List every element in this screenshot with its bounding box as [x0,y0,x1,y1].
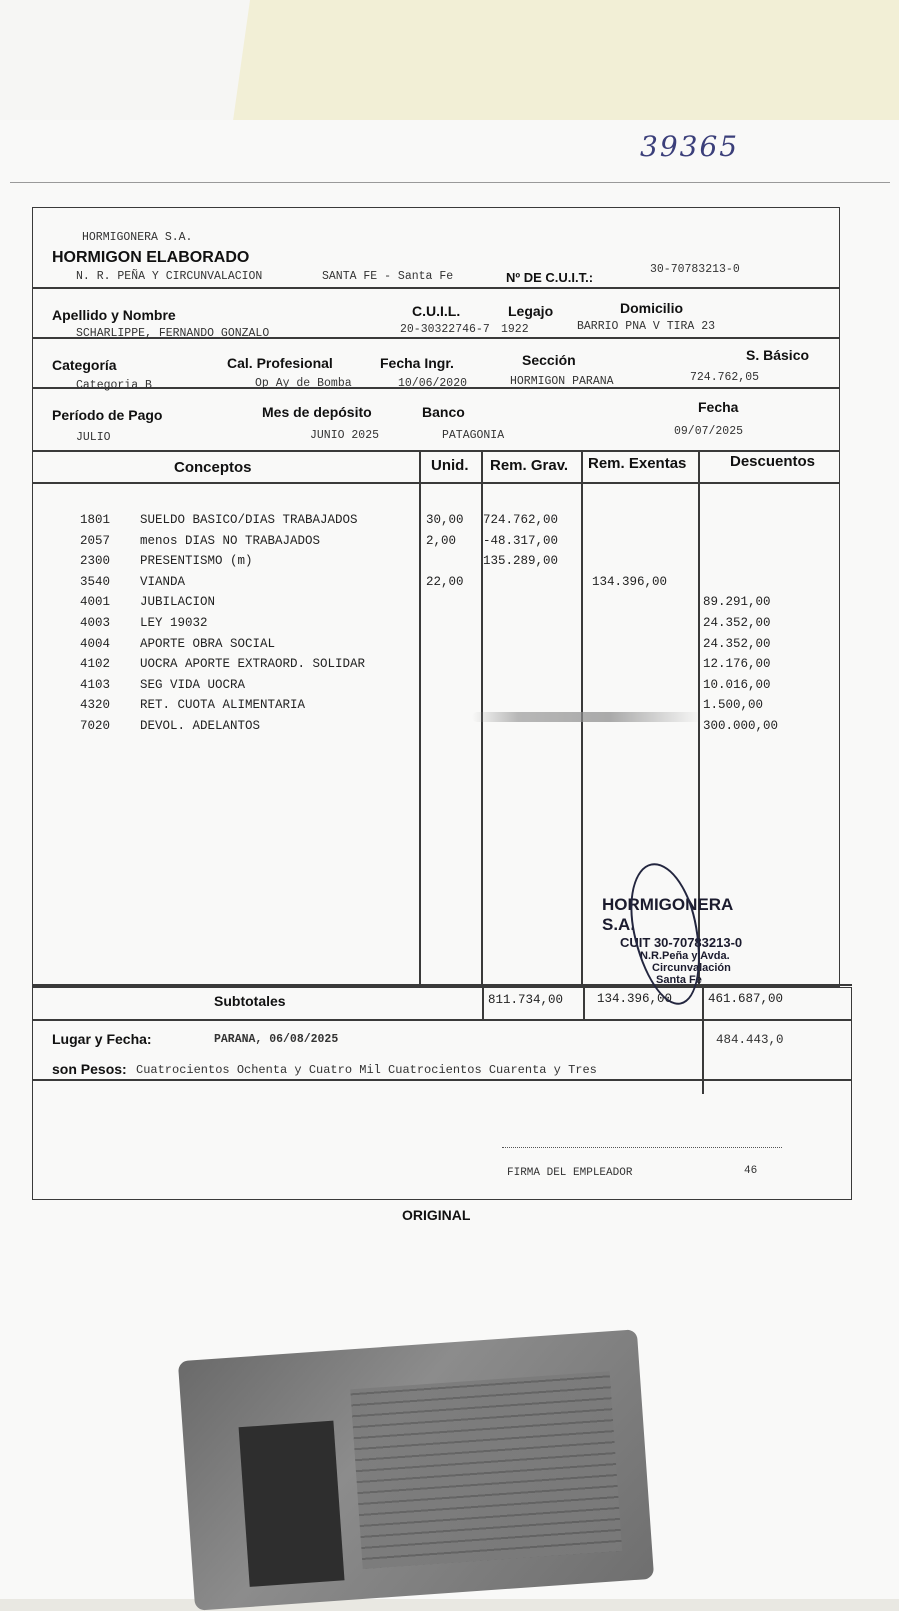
seccion-value: HORMIGON PARANA [510,375,614,388]
periodo-label: Período de Pago [52,407,163,423]
fecha-ingr-value: 10/06/2020 [398,377,468,390]
company-small: HORMIGONERA S.A. [82,231,193,244]
categoria-label: Categoría [52,357,117,373]
categoria-value: Categoria B [76,379,152,392]
original-label: ORIGINAL [402,1207,471,1223]
stamp-address-2: Circunvalación [652,962,731,974]
legajo-label: Legajo [508,303,554,319]
id-card-text-area [350,1371,622,1569]
row-code: 4004 [80,636,111,651]
company-location: SANTA FE - Santa Fe [322,270,454,283]
row-desc: 1.500,00 [703,698,764,713]
fecha-label: Fecha [698,399,739,415]
subtotal-exentas: 134.396,00 [597,992,673,1006]
row-code: 4103 [80,677,111,692]
id-card-photocopy [178,1329,654,1610]
sbasico-value: 724.762,05 [690,371,760,384]
domicilio-value: BARRIO PNA V TIRA 23 [577,320,716,333]
row-exentas: 134.396,00 [592,574,668,589]
header-rem-exentas: Rem. Exentas [588,455,687,472]
stamp-company: HORMIGONERA S.A. [602,895,733,934]
domicilio-label: Domicilio [620,300,684,316]
row-concept: UOCRA APORTE EXTRAORD. SOLIDAR [140,657,366,672]
row-unid: 2,00 [426,533,457,548]
paper-fold-line [10,182,890,183]
row-unid: 30,00 [426,513,464,527]
stamp-address-1: N.R.Peña y Avda. [640,950,730,962]
row-code: 4001 [80,595,111,610]
periodo-value: JULIO [76,431,111,444]
subtotal-grav: 811.734,00 [488,993,564,1007]
cuit-label: Nº DE C.U.I.T.: [506,270,594,285]
employee-name: SCHARLIPPE, FERNANDO GONZALO [76,327,270,340]
stamp-address-3: Santa Fe [656,974,702,986]
row-concept: RET. CUOTA ALIMENTARIA [140,698,306,713]
header-unid: Unid. [431,457,469,474]
header-descuentos: Descuentos [730,453,816,470]
row-concept: APORTE OBRA SOCIAL [140,636,276,651]
row-grav: -48.317,00 [483,533,559,548]
row-grav: 135.289,00 [483,554,559,569]
row-code: 2300 [80,554,111,569]
row-code: 4102 [80,657,111,672]
row-desc: 24.352,00 [703,616,771,630]
print-smudge [472,712,702,722]
header-conceptos: Conceptos [174,459,252,476]
row-concept: DEVOL. ADELANTOS [140,719,261,733]
row-desc: 89.291,00 [703,595,771,610]
name-label: Apellido y Nombre [52,307,176,323]
handwritten-number: 39365 [640,130,740,163]
id-card-photo [239,1421,345,1587]
banco-value: PATAGONIA [442,429,505,442]
cuil-value: 20-30322746-7 [400,323,490,336]
row-concept: SEG VIDA UOCRA [140,677,246,692]
row-concept: LEY 19032 [140,616,208,630]
row-concept: JUBILACION [140,595,216,610]
fecha-ingr-label: Fecha Ingr. [380,355,454,371]
row-grav: 724.762,00 [483,513,559,527]
row-desc: 24.352,00 [703,636,771,651]
row-desc: 300.000,00 [703,719,779,733]
banco-label: Banco [422,404,465,420]
row-concept: menos DIAS NO TRABAJADOS [140,533,321,548]
row-desc: 12.176,00 [703,657,771,672]
payslip-form [32,207,852,1223]
cuit-value: 30-70783213-0 [650,263,740,276]
firma-label: FIRMA DEL EMPLEADOR [507,1167,633,1179]
row-concept: PRESENTISMO (m) [140,554,253,569]
row-code: 2057 [80,533,111,548]
son-pesos-value: Cuatrocientos Ochenta y Cuatro Mil Cuatrocientos Cuarenta y Tres [136,1063,597,1077]
cal-prof-label: Cal. Profesional [227,355,333,371]
row-code: 4320 [80,698,111,713]
firma-number: 46 [744,1165,758,1177]
row-code: 1801 [80,513,111,527]
cal-prof-value: Op Ay de Bomba [255,377,352,390]
company-name: HORMIGON ELABORADO [52,249,250,266]
header-rem-grav: Rem. Grav. [490,457,569,474]
row-concept: SUELDO BASICO/DIAS TRABAJADOS [140,513,358,527]
lugar-value: PARANA, 06/08/2025 [214,1033,339,1046]
sbasico-label: S. Básico [746,347,810,363]
son-pesos-label: son Pesos: [52,1061,127,1077]
company-address: N. R. PEÑA Y CIRCUNVALACION [76,270,263,283]
lugar-label: Lugar y Fecha: [52,1031,152,1047]
cuil-label: C.U.I.L. [412,303,461,319]
subtotal-label: Subtotales [214,993,286,1009]
row-unid: 22,00 [426,574,464,589]
subtotal-descuentos: 461.687,00 [708,992,784,1006]
seccion-label: Sección [522,352,576,368]
signature-line [502,1147,782,1148]
legajo-value: 1922 [501,323,529,336]
row-concept: VIANDA [140,574,186,589]
neto-value: 484.443,0 [716,1033,784,1047]
stamp-cuit: CUIT 30-70783213-0 [620,935,743,950]
row-code: 4003 [80,616,111,630]
row-code: 3540 [80,574,111,589]
row-desc: 10.016,00 [703,677,771,692]
row-code: 7020 [80,719,111,733]
mes-deposito-label: Mes de depósito [262,404,372,420]
fecha-value: 09/07/2025 [674,425,744,438]
mes-deposito-value: JUNIO 2025 [310,429,380,442]
